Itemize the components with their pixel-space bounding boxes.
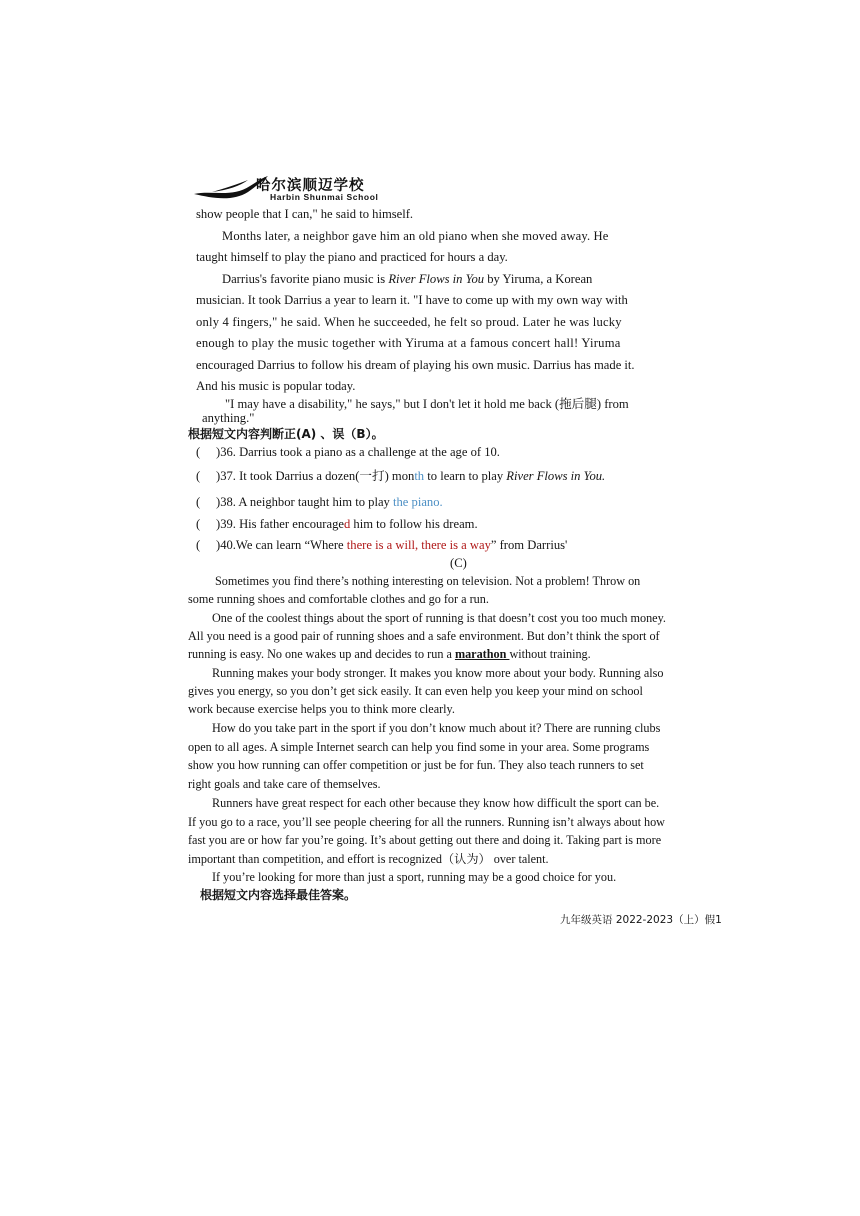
passage-text: Darrius's favorite piano music is [222, 272, 389, 286]
passage-line: If you go to a race, you’ll see people cheering for all the runners. Running isn’t always about how [188, 815, 665, 829]
question-37 [196, 469, 605, 484]
passage-line: "I may have a disability," he says," but I don't let it hold me back (拖后腿) from [225, 397, 629, 411]
logo-chinese-name: 哈尔滨顺迈学校 [256, 178, 365, 194]
passage-text: by Yiruma, a Korean [484, 272, 593, 286]
passage-line [188, 647, 591, 662]
passage-line: anything." [202, 411, 255, 425]
passage-line: show you how running can offer competition or just be for fun. They also teach runners to set [188, 758, 644, 772]
question-40 [196, 538, 567, 553]
passage-line: taught himself to play the piano and practiced for hours a day. [196, 250, 508, 264]
question-text: )38. A neighbor taught him to play [216, 495, 393, 509]
question-39 [196, 517, 478, 532]
passage-text: without training. [509, 647, 591, 661]
page-footer: 九年级英语 2022-2023（上）假1 [560, 914, 722, 926]
passage-line: Runners have great respect for each other because they know how difficult the sport can be. [212, 796, 660, 810]
passage-text: running is easy. No one wakes up and decides to run a [188, 647, 455, 661]
passage-line: Running makes your body stronger. It makes you know more about your body. Running also [212, 666, 664, 680]
question-38 [196, 495, 443, 510]
passage-line: only 4 fingers," he said. When he succeeded, he felt so proud. Later he was lucky [196, 315, 622, 329]
passage-line: Sometimes you find there’s nothing interesting on television. Not a problem! Throw on [215, 574, 641, 588]
mc-instruction: 根据短文内容选择最佳答案。 [200, 888, 357, 902]
question-text: ” from Darrius' [490, 538, 568, 552]
answer-paren: ( [196, 445, 201, 459]
underlined-word: marathon [454, 647, 510, 661]
question-36 [196, 445, 500, 460]
passage-line: fast you are or how far you’re going. It’s about getting out there and doing it. Taking part is more [188, 833, 662, 847]
song-title: River Flows in You [388, 272, 485, 286]
section-label: (C) [450, 556, 467, 570]
school-logo [192, 172, 422, 206]
answer-paren: ( [196, 469, 201, 483]
handwritten-mark: d [343, 517, 351, 531]
passage-line: gives you energy, so you don’t get sick easily. It can even help you keep your mind on school [188, 684, 643, 698]
answer-paren: ( [196, 538, 201, 552]
answer-paren: ( [196, 495, 201, 509]
passage-line: some running shoes and comfortable clothes and go for a run. [188, 592, 489, 606]
passage-line: show people that I can," he said to himself. [196, 207, 414, 221]
passage-line: important than competition, and effort is recognized（认为） over talent. [188, 852, 549, 866]
song-title: River Flows in You. [506, 469, 606, 483]
tf-instruction: 根据短文内容判断正(A) 、误（B）。 [188, 427, 384, 441]
question-text: )36. Darrius took a piano as a challenge at the age of 10. [216, 445, 500, 459]
handwritten-mark: there is a will, there is a way [346, 538, 491, 552]
passage-line: One of the coolest things about the sport of running is that doesn’t cost you too much money. [212, 611, 666, 625]
passage-line: And his music is popular today. [196, 379, 356, 393]
passage-line: If you’re looking for more than just a sport, running may be a good choice for you. [212, 870, 617, 884]
passage-line: enough to play the music together with Yiruma at a famous concert hall! Yiruma [196, 336, 621, 350]
passage-line: work because exercise helps you to think more clearly. [188, 702, 455, 716]
passage-line: right goals and take care of themselves. [188, 777, 381, 791]
logo-english-name: Harbin Shunmai School [270, 192, 379, 202]
passage-line [222, 272, 592, 287]
passage-line: open to all ages. A simple Internet search can help you find some in your area. Some programs [188, 740, 650, 754]
question-text: to learn to play [424, 469, 507, 483]
handwritten-mark: the piano. [393, 495, 443, 509]
passage-line: musician. It took Darrius a year to learn it. "I have to come up with my own way with [196, 293, 628, 307]
question-text: )39. His father encourage [216, 517, 344, 531]
question-text: )40.We can learn “Where [216, 538, 347, 552]
answer-paren: ( [196, 517, 201, 531]
passage-line: How do you take part in the sport if you don’t know much about it? There are running clubs [212, 721, 661, 735]
passage-line: encouraged Darrius to follow his dream of playing his own music. Darrius has made it. [196, 358, 635, 372]
passage-line: Months later, a neighbor gave him an old piano when she moved away. He [222, 229, 609, 243]
question-text: )37. It took Darrius a dozen(一打) mon [216, 469, 415, 483]
passage-line: All you need is a good pair of running shoes and a safe environment. But don’t think the sport of [188, 629, 660, 643]
handwritten-mark: th [414, 469, 425, 483]
question-text: him to follow his dream. [350, 517, 478, 531]
